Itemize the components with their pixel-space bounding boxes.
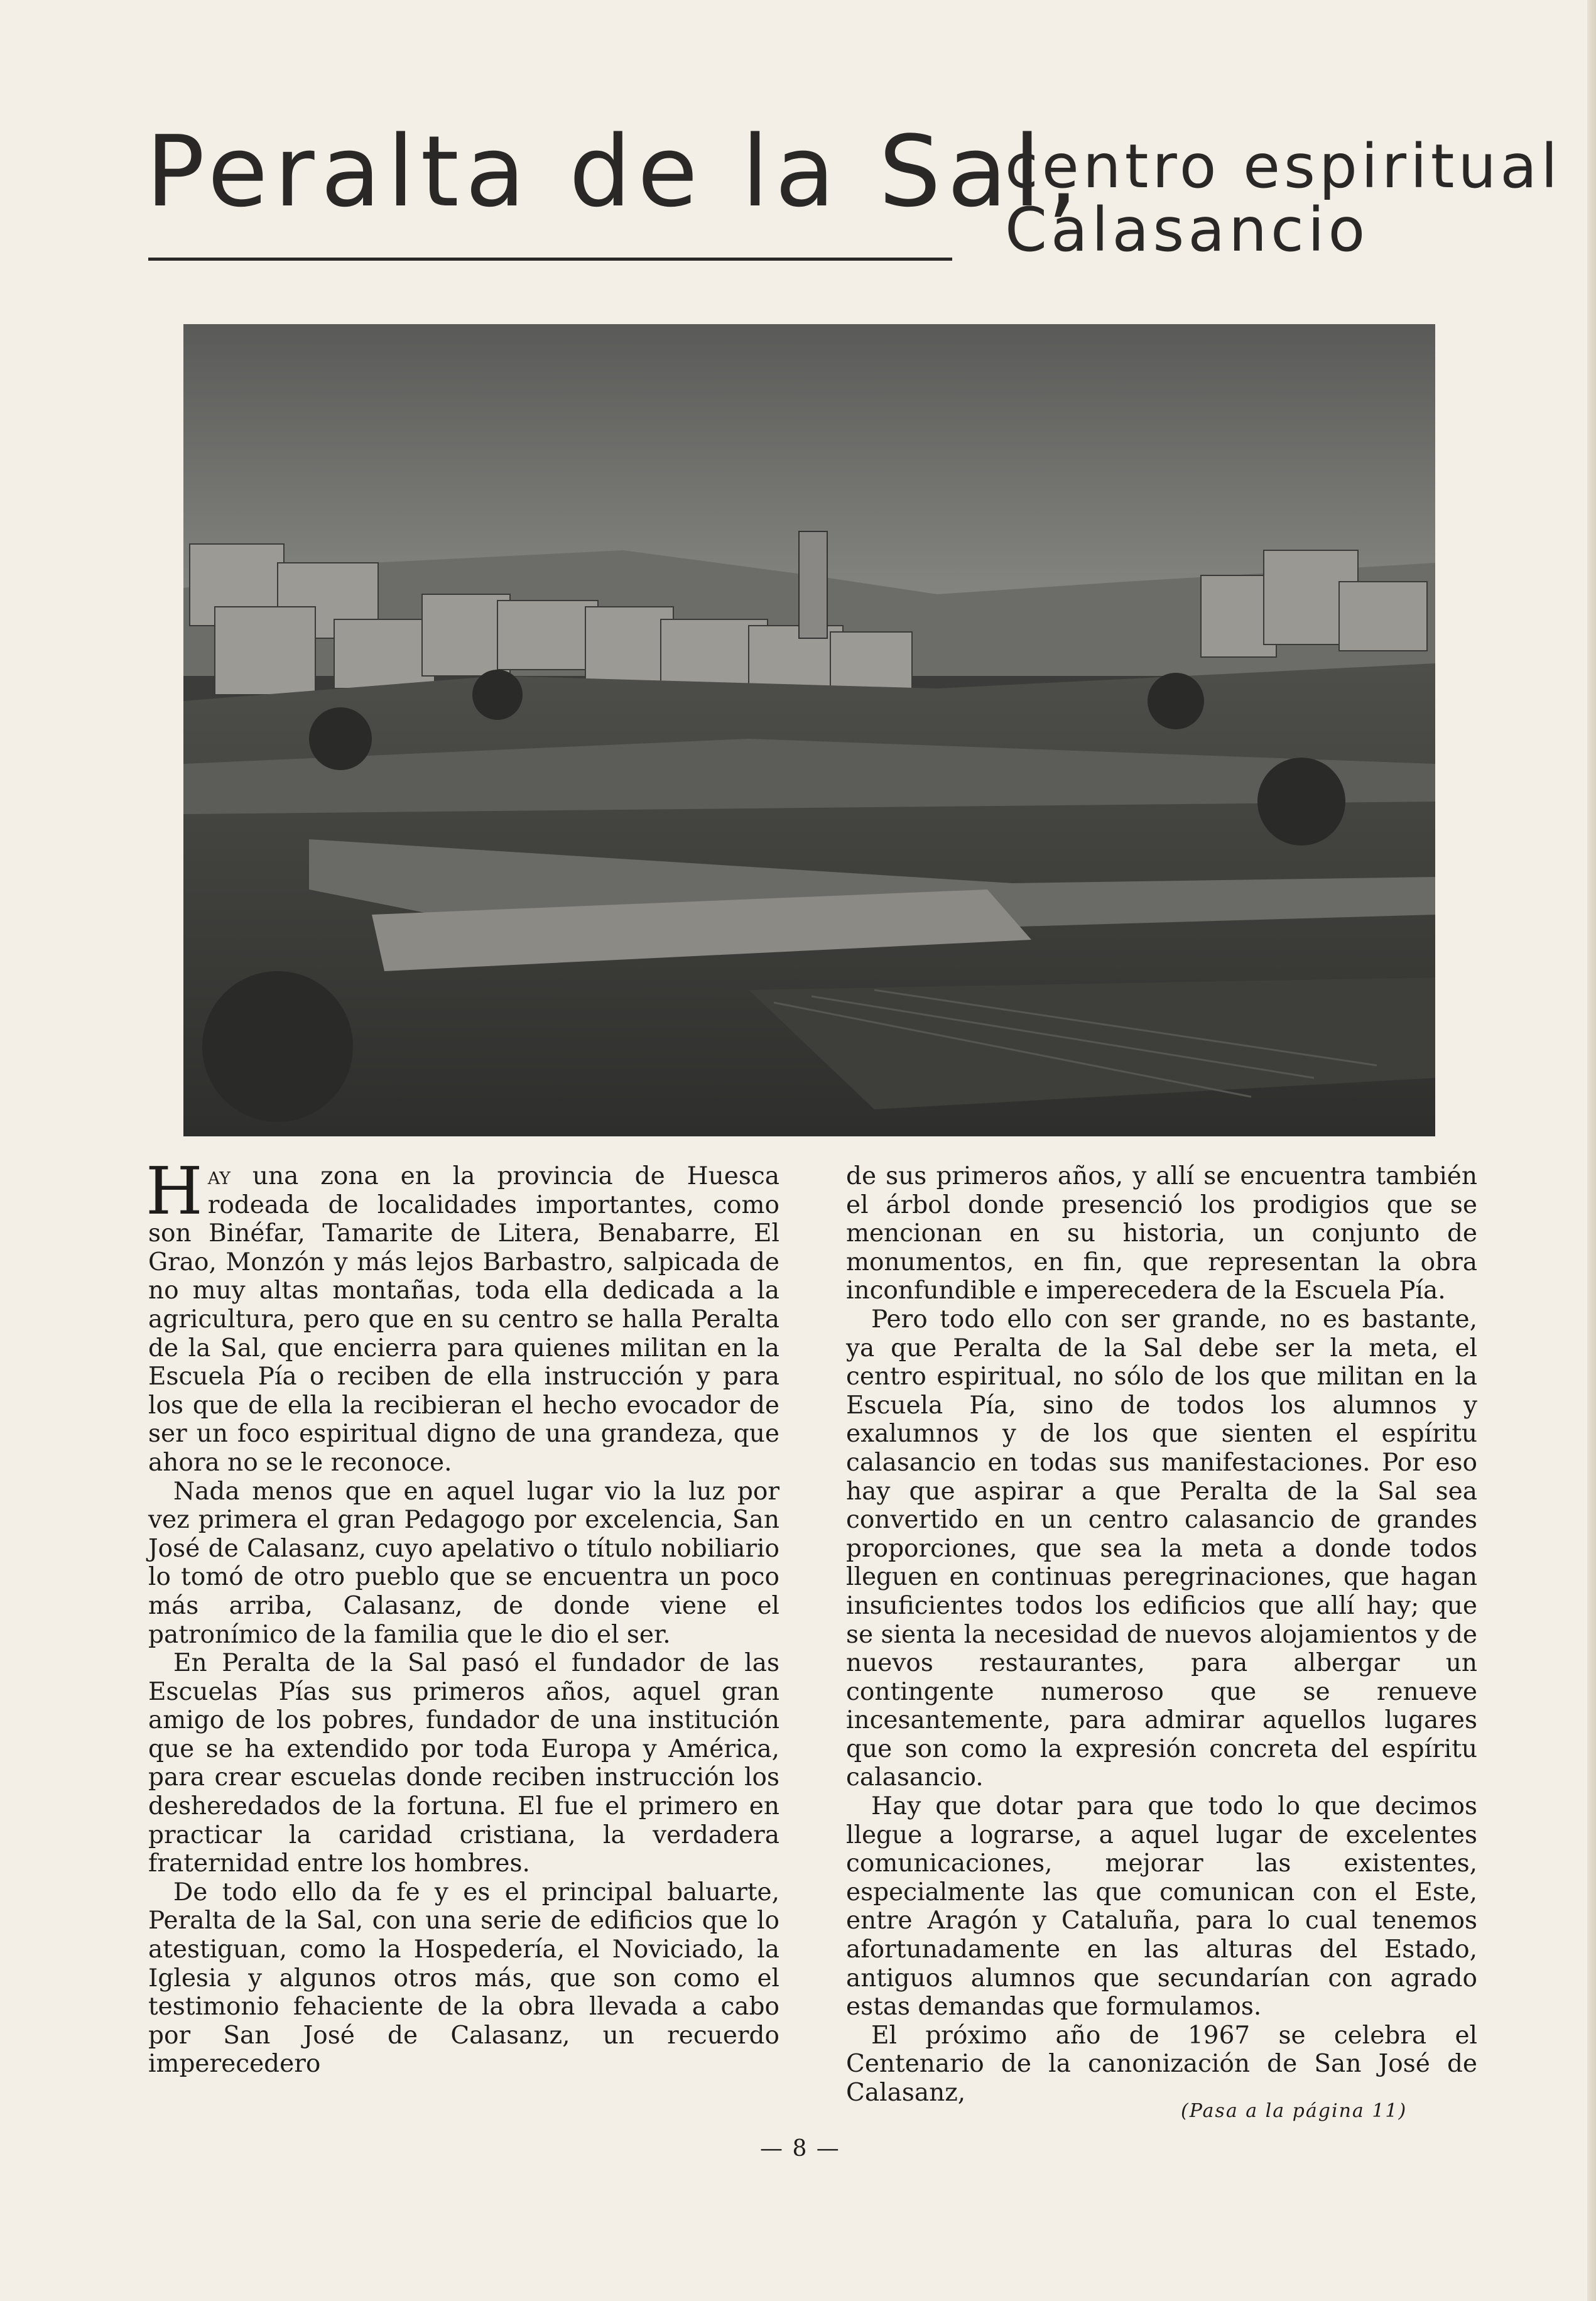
article-column-left <box>146 1153 779 2079</box>
paragraph-5: de sus primeros años, y allí se encuentra también el árbol donde presenció los prodigios que se mencionan en su historia, un conjunto de monumentos, en fin, que representan la obra inconfundible e imperecedera de la Escuela Pía. <box>846 1162 1477 1305</box>
article-title: Peralta de la Sal, <box>146 114 1085 229</box>
paragraph-1-text: una zona en la provincia de Huesca rodeada de localidades importantes, como son Binéfar, Tamarite de Litera, Benabarre, El Grao, Monzón y más lejos Barbastro, salpicada de no muy altas montañas, toda ella dedicada a la agricultura, pero que en su centro se halla Peralta de la Sal, que encierra para quienes militan en la Escuela Pía o reciben de ella instrucción y para los que de ella la recibieran el hecho evocador de ser un foco espiritual digno de una grandeza, que ahora no se le reconoce. <box>148 1162 779 1477</box>
paragraph-8: El próximo año de 1967 se celebra el Centenario de la canonización de San José de Calasanz, <box>846 2021 1477 2107</box>
photo-illustration <box>183 324 1435 1136</box>
paragraph-4: De todo ello da fe y es el principal baluarte, Peralta de la Sal, con una serie de edificios que lo atestiguan, como la Hospedería, el Noviciado, la Iglesia y algunos otros más, que son como el testimonio fehaciente de la obra llevada a cabo por San José de Calasanz, un recuerdo imperecedero <box>148 1878 779 2079</box>
village-landscape-photo <box>183 324 1435 1136</box>
subtitle-line-1: centro espiritual <box>1005 131 1561 202</box>
subtitle-line-2: Calasancio <box>1005 194 1369 265</box>
article-column-right <box>846 1162 1477 2108</box>
continued-on-page-note: (Pasa a la página 11) <box>1181 2100 1408 2122</box>
page-number: — 8 — <box>760 2136 840 2162</box>
paragraph-3: En Peralta de la Sal pasó el fundador de las Escuelas Pías sus primeros años, aquel gran amigo de los pobres, fundador de una institución que se ha extendido por toda Europa y América, para crear escuelas donde reciben instrucción los desheredados de la fortuna. El fue el primero en practicar la caridad cristiana, la verdadera fraternidad entre los hombres. <box>148 1649 779 1878</box>
paragraph-7: Hay que dotar para que todo lo que decimos llegue a lograrse, a aquel lugar de excelentes comunicaciones, mejorar las existentes, especialmente las que comunican con el Este, entre Aragón y Cataluña, para lo cual tenemos afortunadamente en las alturas del Estado, antiguos alumnos que secundarían con agrado estas demandas que formulamos. <box>846 1792 1477 2021</box>
article-subtitle <box>1005 131 1561 265</box>
paragraph-2: Nada menos que en aquel lugar vio la luz por vez primera el gran Pedagogo por excelencia, San José de Calasanz, cuyo apelativo o título nobiliario lo tomó de otro pueblo que se encuentra un poco más arriba, Calasanz, de donde viene el patronímico de la familia que le dio el ser. <box>148 1477 779 1649</box>
page-edge <box>1587 0 1596 2301</box>
paragraph-6: Pero todo ello con ser grande, no es bastante, ya que Peralta de la Sal debe ser la meta, el centro espiritual, no sólo de los que militan en la Escuela Pía, sino de todos los alumnos y exalumnos y de los que sienten el espíritu calasancio en todas sus manifestaciones. Por eso hay que aspirar a que Peralta de la Sal sea convertido en un centro calasancio de grandes proporciones, que sea la meta a donde todos lleguen en continuas peregrinaciones, que hagan insuficientes todos los edificios que allí hay; que se sienta la necesidad de nuevos alojamientos y de nuevos restaurantes, para albergar un contingente numeroso que se renueve incesantemente, para admirar aquellos lugares que son como la expresión concreta del espíritu calasancio. <box>846 1305 1477 1792</box>
opening-smallcaps: ay <box>207 1162 231 1190</box>
title-underline <box>148 258 952 261</box>
paragraph-1 <box>146 1153 779 1477</box>
drop-cap: H <box>146 1153 203 1229</box>
